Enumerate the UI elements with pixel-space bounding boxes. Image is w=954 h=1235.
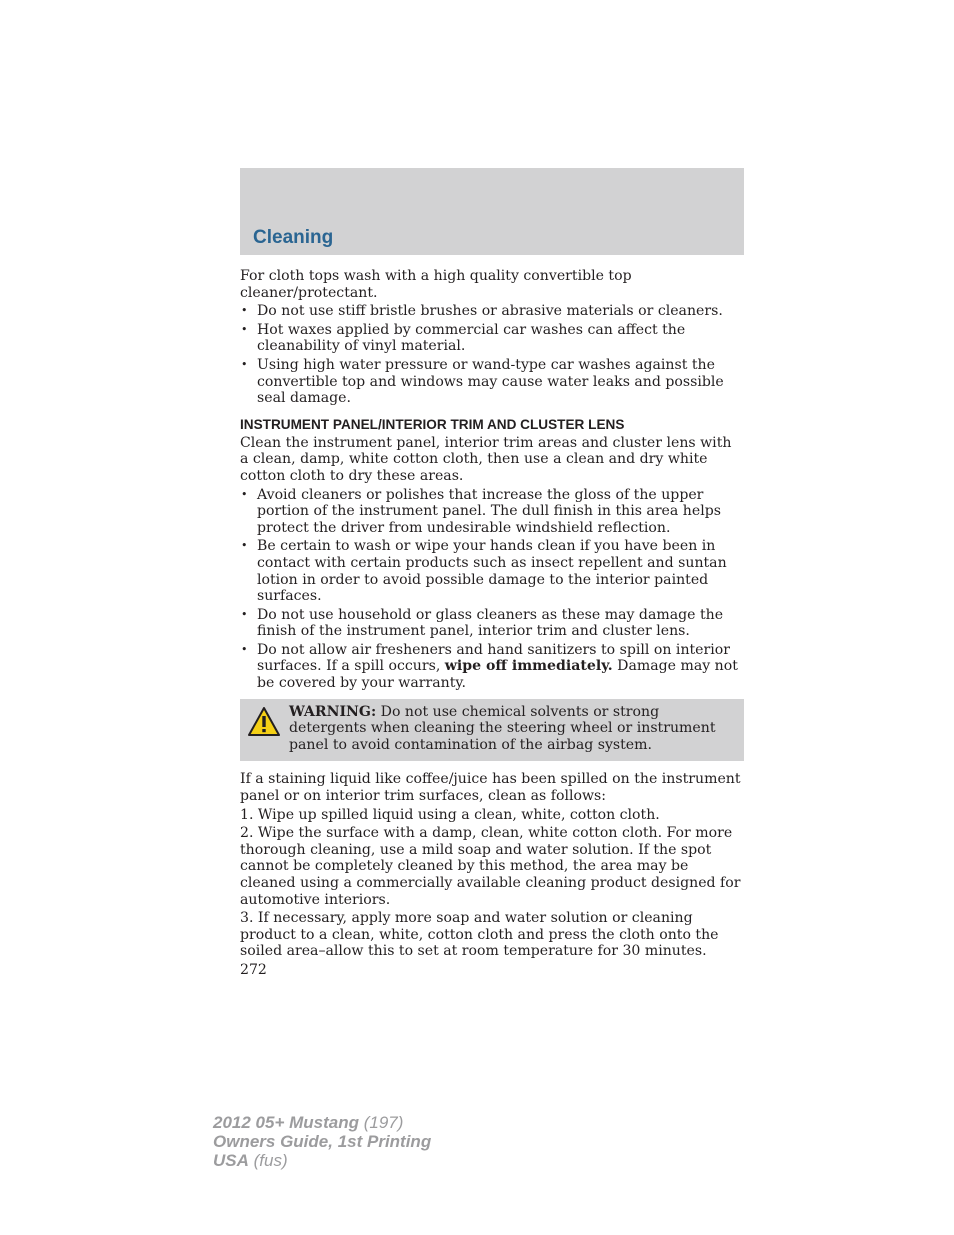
warning-triangle-icon xyxy=(247,706,281,738)
footer-line-guide: Owners Guide, 1st Printing xyxy=(213,1132,432,1151)
list-item-text: Be certain to wash or wipe your hands clean if you have been in contact with certain products such as insect repellent and suntan lotion in order to avoid possible damage to the interior painted surfaces. xyxy=(257,538,727,605)
section-heading: INSTRUMENT PANEL/INTERIOR TRIM AND CLUSTER LENS xyxy=(240,416,625,432)
list-item xyxy=(240,303,744,320)
footer-print-info xyxy=(213,1113,431,1170)
footer-model-code: (197) xyxy=(359,1113,404,1132)
bullet-icon: • xyxy=(241,304,248,318)
list-item xyxy=(240,322,744,355)
bullet-icon: • xyxy=(241,322,248,336)
list-item-text: Avoid cleaners or polishes that increase the gloss of the upper portion of the instrument panel. The dull finish in this area helps protect the driver from undesirable windshield reflection. xyxy=(257,486,721,536)
step-1: 1. Wipe up spilled liquid using a clean, white, cotton cloth. xyxy=(240,806,660,823)
page-number: 272 xyxy=(240,961,267,978)
section-header-band xyxy=(240,168,744,255)
page-content xyxy=(240,268,744,979)
list-item-text: Do not use household or glass cleaners as these may damage the finish of the instrument panel, interior trim and cluster lens. xyxy=(257,606,724,640)
list-item xyxy=(240,607,744,640)
instrument-panel-bullets xyxy=(240,487,744,692)
list-item-text: Do not use stiff bristle brushes or abrasive materials or cleaners. xyxy=(257,303,723,320)
bullet-icon: • xyxy=(241,539,248,553)
list-item xyxy=(240,357,744,407)
convertible-top-bullets xyxy=(240,303,744,407)
list-item-text xyxy=(257,642,738,691)
step-2: 2. Wipe the surface with a damp, clean, white cotton cloth. For more thorough cleaning, use a mild soap and water solution. If the spot cannot be completely cleaned by this method, the area may be cleaned using a commercially available cleaning product designed for automotive interiors. xyxy=(240,825,741,908)
footer-region-code: (fus) xyxy=(248,1151,288,1170)
footer-line-region xyxy=(213,1151,431,1170)
section-intro: Clean the instrument panel, interior trim areas and cluster lens with a clean, damp, white cotton cloth, then use a clean and dry white cotton cloth to dry these areas. xyxy=(240,434,732,484)
list-item xyxy=(240,487,744,537)
footer-line-model xyxy=(213,1113,431,1132)
bullet-icon: • xyxy=(241,642,248,656)
list-item xyxy=(240,538,744,604)
bullet-icon: • xyxy=(241,487,248,501)
page-title: Cleaning xyxy=(253,227,334,248)
staining-intro: If a staining liquid like coffee/juice has been spilled on the instrument panel or on interior trim surfaces, clean as follows: xyxy=(240,771,741,805)
bullet-icon: • xyxy=(241,357,248,371)
warning-label: WARNING: xyxy=(289,703,377,720)
list-item-text: Hot waxes applied by commercial car washes can affect the cleanability of vinyl material. xyxy=(257,321,686,355)
warning-box xyxy=(240,699,744,762)
spill-text-before: Do not allow air fresheners and hand sanitizers to spill on interior surfaces. If a spill occurs, xyxy=(257,641,730,675)
list-item xyxy=(240,642,744,692)
spill-emphasis: wipe off immediately. xyxy=(444,658,613,675)
warning-text: Do not use chemical solvents or strong detergents when cleaning the steering wheel or instrument panel to avoid contamination of the airbag system. xyxy=(289,703,716,753)
step-3: 3. If necessary, apply more soap and water solution or cleaning product to a clean, white, cotton cloth and press the cloth onto the soiled area–allow this to set at room temperature for 30 minutes. xyxy=(240,910,719,960)
bullet-icon: • xyxy=(241,607,248,621)
footer-region: USA xyxy=(213,1151,249,1170)
intro-paragraph: For cloth tops wash with a high quality convertible top cleaner/protectant. xyxy=(240,268,632,301)
list-item-text: Using high water pressure or wand-type car washes against the convertible top and windows may cause water leaks and possible seal damage. xyxy=(257,356,724,407)
spill-text-after: Damage may not be covered by your warranty. xyxy=(257,658,738,692)
footer-model: 2012 05+ Mustang xyxy=(213,1113,359,1132)
